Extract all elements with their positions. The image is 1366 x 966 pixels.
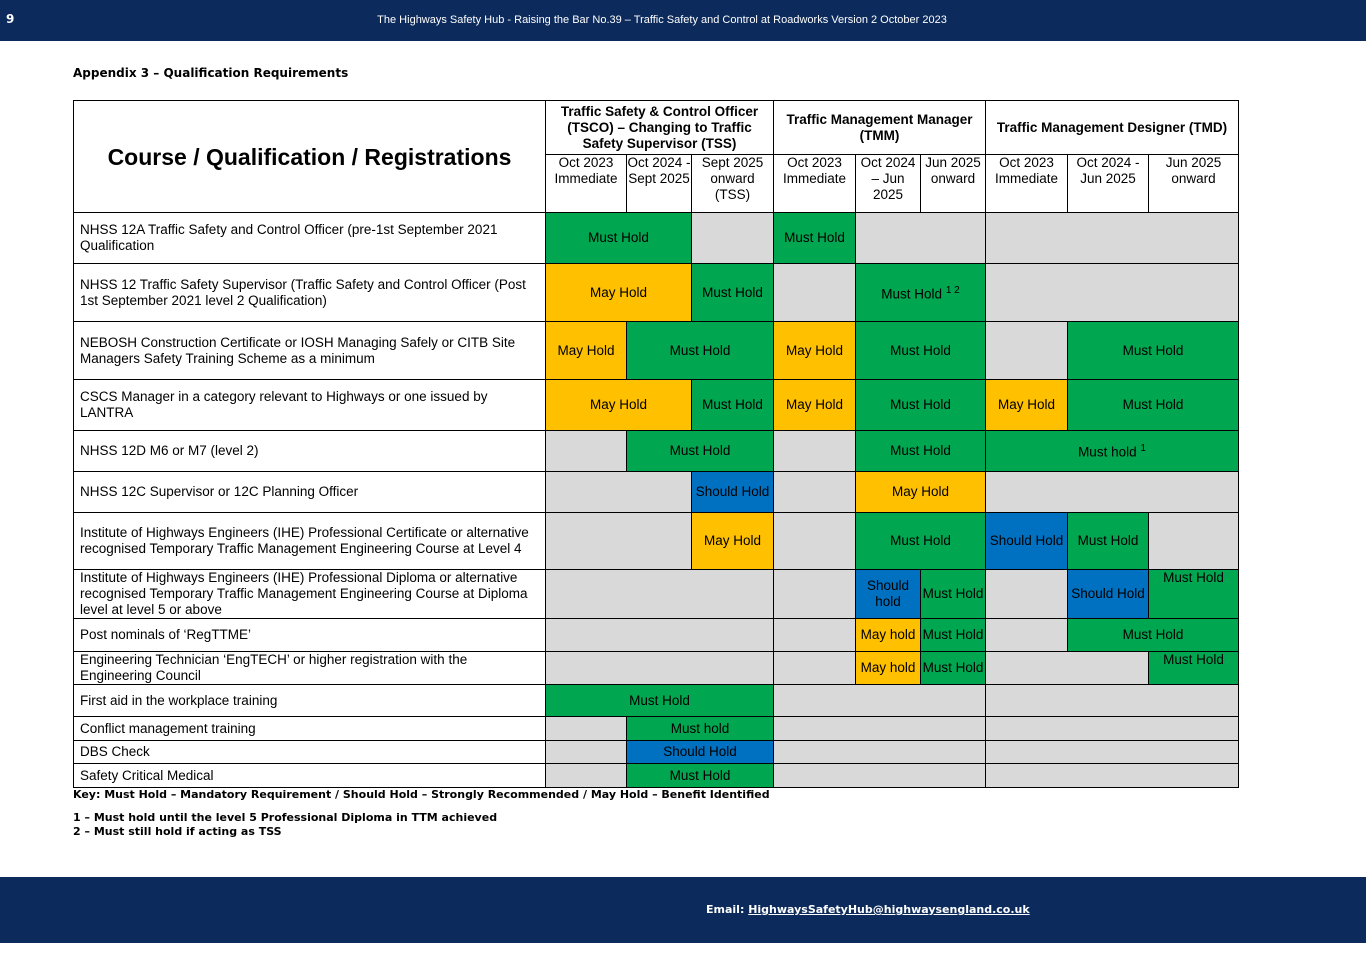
requirement-cell: [627, 717, 774, 741]
requirement-text: Must Hold: [669, 767, 731, 783]
requirement-cell: [774, 513, 856, 570]
requirement-text: May hold: [860, 660, 916, 675]
row-label: Conflict management training: [74, 717, 546, 741]
key-legend: Key: Must Hold – Mandatory Requirement / Should Hold – Strongly Recommended / May Hold – Benefit Identified: [73, 788, 770, 801]
subheader: Oct 2024 - Sept 2025: [627, 155, 692, 213]
requirement-text: Should Hold: [695, 484, 770, 499]
requirement-cell: [986, 741, 1239, 764]
page-number: 9: [6, 12, 15, 26]
requirement-text: Must Hold: [702, 397, 763, 412]
requirement-cell: [856, 431, 986, 472]
row-label: Institute of Highways Engineers (IHE) Professional Diploma or alternative recognised Temporary Traffic Management Engineering Course at Diploma level at level 5 or above: [74, 570, 546, 619]
requirement-cell: [546, 472, 692, 513]
requirement-cell: [986, 619, 1068, 652]
requirement-text: Must Hold: [922, 660, 984, 675]
table-row: [74, 685, 1239, 717]
requirement-text: May Hold: [589, 397, 648, 412]
requirement-cell: [986, 685, 1239, 717]
requirement-text: May Hold: [557, 342, 615, 358]
requirement-cell: [546, 431, 627, 472]
group-header-tmd: Traffic Management Designer (TMD): [986, 101, 1239, 155]
requirement-cell: [986, 570, 1068, 619]
requirement-cell: [856, 380, 986, 431]
requirement-cell: [986, 472, 1239, 513]
requirement-cell: [546, 322, 627, 380]
requirement-cell: [1149, 513, 1239, 570]
requirement-cell: [856, 472, 986, 513]
row-label: NHSS 12 Traffic Safety Supervisor (Traffic Safety and Control Officer (Post 1st September 2021 level 2 Qualification): [74, 264, 546, 322]
requirement-cell: [627, 741, 774, 764]
requirement-text: May Hold: [997, 397, 1056, 412]
requirement-cell: [986, 764, 1239, 788]
requirement-cell: [774, 472, 856, 513]
appendix-title: Appendix 3 – Qualification Requirements: [73, 66, 349, 80]
subheader: Oct 2024 - Jun 2025: [1068, 155, 1149, 213]
requirement-cell: [774, 322, 856, 380]
requirement-cell: [627, 431, 774, 472]
requirement-text: Must Hold: [629, 692, 690, 708]
row-label: Safety Critical Medical: [74, 764, 546, 788]
footer-email: [706, 903, 1030, 916]
requirement-cell: [921, 619, 986, 652]
requirement-cell: [986, 431, 1239, 472]
subheader: Oct 2023 Immediate: [774, 155, 856, 213]
requirement-cell: [627, 322, 774, 380]
table-row: [74, 652, 1239, 685]
requirement-cell: [986, 264, 1239, 322]
table-row: [74, 431, 1239, 472]
requirement-text: Must Hold: [922, 586, 984, 601]
footer-banner: [0, 877, 1366, 943]
requirement-text: Must Hold: [588, 230, 649, 245]
requirement-cell: [856, 619, 921, 652]
requirement-text: Should Hold: [1071, 586, 1145, 601]
table-row: [74, 513, 1239, 570]
subheader: Oct 2023 Immediate: [546, 155, 627, 213]
requirement-cell: [856, 264, 986, 322]
requirement-cell: [921, 652, 986, 685]
requirement-text: Must Hold: [1122, 627, 1184, 642]
requirement-cell: [546, 685, 774, 717]
requirement-text: Must Hold: [922, 627, 984, 642]
requirement-cell: [1068, 322, 1239, 380]
subheader: Sept 2025 onward (TSS): [692, 155, 774, 213]
requirement-cell: [774, 764, 986, 788]
requirement-text: May hold: [860, 627, 916, 642]
requirement-cell: [546, 380, 692, 431]
requirement-cell: [546, 741, 627, 764]
subheader: Oct 2024 – Jun 2025: [856, 155, 921, 213]
requirement-text: Must Hold: [702, 284, 763, 300]
subheader: Jun 2025 onward: [921, 155, 986, 213]
row-label: CSCS Manager in a category relevant to Highways or one issued by LANTRA: [74, 380, 546, 431]
requirement-cell: [856, 322, 986, 380]
subheader: Jun 2025 onward: [1149, 155, 1239, 213]
requirement-cell: [856, 570, 921, 619]
footnote-2: 2 – Must still hold if acting as TSS: [73, 825, 282, 838]
requirement-text: Should hold: [866, 578, 910, 609]
footnote-1: 1 – Must hold until the level 5 Professional Diploma in TTM achieved: [73, 811, 498, 824]
qualification-table: [73, 100, 1239, 788]
requirement-cell: [774, 431, 856, 472]
requirement-text: Must Hold: [1122, 342, 1184, 358]
table-row: [74, 764, 1239, 788]
requirement-text: Must Hold: [669, 342, 731, 358]
table-row: [74, 213, 1239, 264]
requirement-cell: [774, 380, 856, 431]
header-banner: [0, 0, 1366, 41]
row-label: Post nominals of ‘RegTTME’: [74, 619, 546, 652]
document-title: The Highways Safety Hub - Raising the Bar No.39 – Traffic Safety and Control at Roadworks Version 2 October 2023: [377, 14, 947, 26]
row-label: NHSS 12A Traffic Safety and Control Officer (pre-1st September 2021 Qualification: [74, 213, 546, 264]
requirement-text: Must Hold: [1163, 570, 1224, 585]
requirement-cell: [921, 570, 986, 619]
requirement-text: Must hold: [1078, 444, 1137, 460]
requirement-cell: [1149, 570, 1239, 619]
row-label: First aid in the workplace training: [74, 685, 546, 717]
requirement-cell: [546, 213, 692, 264]
requirement-cell: [1068, 570, 1149, 619]
requirement-cell: [546, 764, 627, 788]
requirement-cell: [546, 570, 774, 619]
requirement-cell: [986, 213, 1239, 264]
requirement-text: Must Hold: [784, 230, 845, 245]
email-link[interactable]: HighwaysSafetyHub@highwaysengland.co.uk: [748, 903, 1030, 916]
requirement-text: May Hold: [785, 342, 844, 358]
requirement-text: Must Hold: [881, 286, 943, 302]
main-header: Course / Qualification / Registrations: [74, 101, 546, 213]
row-label: NEBOSH Construction Certificate or IOSH Managing Safely or CITB Site Managers Safety Training Scheme as a minimum: [74, 322, 546, 380]
requirement-cell: [986, 322, 1068, 380]
table-row: [74, 741, 1239, 764]
requirement-cell: [774, 619, 856, 652]
requirement-text: Must Hold: [1077, 533, 1139, 548]
requirement-cell: [627, 764, 774, 788]
requirement-cell: [546, 264, 692, 322]
requirement-cell: [986, 380, 1068, 431]
requirement-cell: [546, 652, 774, 685]
requirement-cell: [774, 213, 856, 264]
subheader: Oct 2023 Immediate: [986, 155, 1068, 213]
requirement-cell: [546, 513, 692, 570]
requirement-cell: [1068, 380, 1239, 431]
table-row: [74, 322, 1239, 380]
requirement-text: May Hold: [589, 284, 648, 300]
footnote-ref: 1: [1140, 443, 1146, 455]
requirement-cell: [774, 264, 856, 322]
requirement-cell: [856, 513, 986, 570]
table-row: [74, 570, 1239, 619]
row-label: DBS Check: [74, 741, 546, 764]
requirement-cell: [774, 717, 986, 741]
requirement-cell: [692, 472, 774, 513]
requirement-text: Must Hold: [669, 443, 731, 458]
requirement-cell: [546, 619, 774, 652]
footnote-ref: 1 2: [945, 284, 960, 296]
requirement-cell: [856, 652, 921, 685]
group-header-tmm: Traffic Management Manager (TMM): [774, 101, 986, 155]
requirement-text: Should Hold: [663, 744, 737, 759]
requirement-cell: [986, 513, 1068, 570]
requirement-cell: [546, 717, 627, 741]
requirement-cell: [774, 652, 856, 685]
requirement-text: Must Hold: [1163, 652, 1224, 667]
row-label: Institute of Highways Engineers (IHE) Professional Certificate or alternative recognised Temporary Traffic Management Engineering Course at Level 4: [74, 513, 546, 570]
requirement-cell: [692, 380, 774, 431]
row-label: Engineering Technician ‘EngTECH’ or higher registration with the Engineering Council: [74, 652, 546, 685]
requirement-cell: [692, 264, 774, 322]
requirement-cell: [1068, 513, 1149, 570]
requirement-text: Must Hold: [890, 533, 951, 548]
table-row: [74, 380, 1239, 431]
requirement-text: Must Hold: [890, 397, 951, 412]
requirement-text: May Hold: [891, 484, 950, 499]
requirement-cell: [986, 652, 1149, 685]
requirement-cell: [774, 741, 986, 764]
requirement-cell: [1149, 652, 1239, 685]
requirement-text: Should Hold: [989, 533, 1064, 548]
requirement-cell: [856, 213, 986, 264]
requirement-text: Must Hold: [890, 342, 951, 358]
requirement-text: May Hold: [703, 533, 762, 548]
requirement-text: Must Hold: [1122, 397, 1184, 412]
table-row: [74, 717, 1239, 741]
email-label: Email:: [706, 903, 745, 916]
table-row: [74, 619, 1239, 652]
requirement-cell: [692, 213, 774, 264]
requirement-cell: [1068, 619, 1239, 652]
group-header-tsco: Traffic Safety & Control Officer (TSCO) – Changing to Traffic Safety Supervisor (TSS): [546, 101, 774, 155]
requirement-cell: [774, 570, 856, 619]
row-label: NHSS 12C Supervisor or 12C Planning Officer: [74, 472, 546, 513]
requirement-text: Must hold: [670, 720, 730, 736]
row-label: NHSS 12D M6 or M7 (level 2): [74, 431, 546, 472]
requirement-text: May Hold: [785, 397, 844, 412]
requirement-cell: [692, 513, 774, 570]
table-row: [74, 264, 1239, 322]
requirement-cell: [986, 717, 1239, 741]
table-row: [74, 472, 1239, 513]
requirement-text: Must Hold: [890, 443, 951, 458]
requirement-cell: [774, 685, 986, 717]
